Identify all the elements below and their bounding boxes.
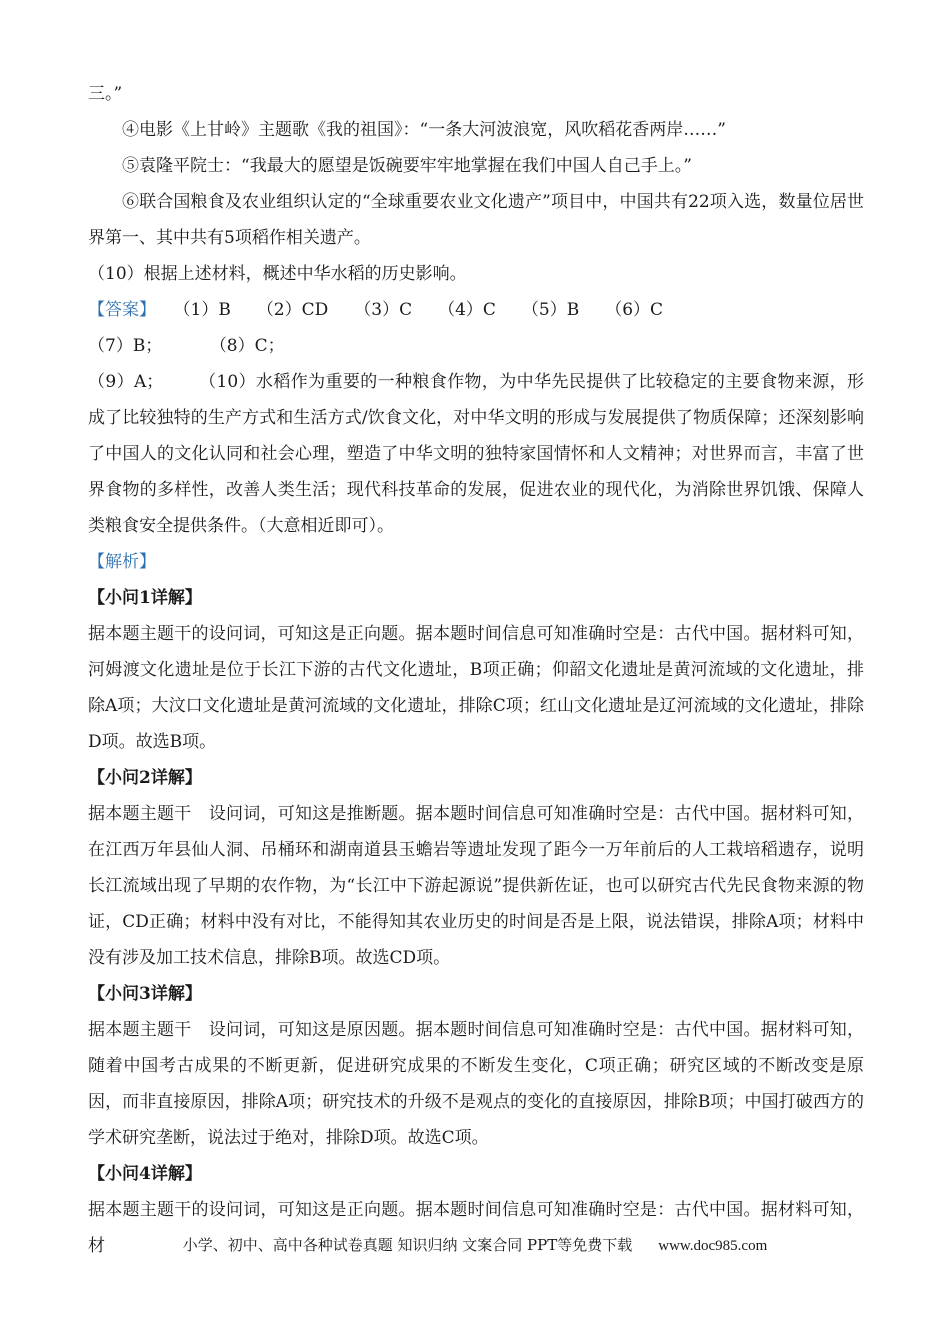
answer-row-2 [88, 328, 864, 364]
answer-item-9: （9）A； [88, 372, 164, 392]
footer-url[interactable]: www.doc985.com [658, 1238, 768, 1254]
answer-item: （3）C [354, 300, 413, 320]
answer-item: （8）C； [218, 336, 285, 356]
answer-item: （2）CD [256, 300, 329, 320]
material-item-6: ⑥联合国粮食及农业组织认定的“全球重要农业文化遗产”项目中，中国共有22项入选，数量位居世界第一、其中共有5项稻作相关遗产。 [88, 192, 864, 248]
answer-label: 【答案】 [88, 300, 156, 320]
analysis-label: 【解析】 [88, 552, 156, 572]
answer-item: （5）B [521, 300, 580, 320]
answer-row-1 [88, 292, 864, 328]
material-item-4: ④电影《上甘岭》主题歌《我的祖国》：“一条大河波浪宽，风吹稻花香两岸……” [122, 120, 726, 140]
page-content [88, 76, 864, 1264]
answer-item: （7）B； [88, 336, 163, 356]
section-title-1: 【小问1详解】 [88, 588, 202, 608]
section-title-2: 【小问2详解】 [88, 768, 202, 788]
material-item-5: ⑤袁隆平院士：“我最大的愿望是饭碗要牢牢地掌握在我们中国人自己手上。” [122, 156, 692, 176]
section-text-2: 据本题主题干 设问词，可知这是推断题。据本题时间信息可知准确时空是：古代中国。据材料可知，在江西万年县仙人洞、吊桶环和湖南道县玉蟾岩等遗址发现了距今一万年前后的人工栽培稻遗存，说明长江流域出现了早期的农作物，为“长江中下游起源说”提供新佐证，也可以研究古代先民食物来源的物证，CD正确；材料中没有对比，不能得知其农业历史的时间是否是上限，说法错误，排除A项；材料中没有涉及加工技术信息，排除B项。故选CD项。 [88, 804, 864, 968]
answer-item: （6）C [605, 300, 664, 320]
section-text-4: 据本题主题干的设问词，可知这是正向题。据本题时间信息可知准确时空是：古代中国。据材料可知，材 [88, 1200, 864, 1256]
answer-item: （4）C [438, 300, 496, 320]
answer-row-3 [88, 364, 864, 544]
page-footer [0, 1234, 950, 1255]
question-10: （10）根据上述材料，概述中华水稻的历史影响。 [88, 264, 467, 284]
footer-text: 小学、初中、高中各种试卷真题 知识归纳 文案合同 PPT等免费下载 [182, 1236, 633, 1254]
section-title-4: 【小问4详解】 [88, 1164, 202, 1184]
material-continuation: 三。” [88, 84, 123, 104]
section-text-3: 据本题主题干 设问词，可知这是原因题。据本题时间信息可知准确时空是：古代中国。据材料可知，随着中国考古成果的不断更新，促进研究成果的不断发生变化，C项正确；研究区域的不断改变是原因，而非直接原因，排除A项；研究技术的升级不是观点的变化的直接原因，排除B项；中国打破西方的学术研究垄断，说法过于绝对，排除D项。故选C项。 [88, 1020, 864, 1148]
section-title-3: 【小问3详解】 [88, 984, 202, 1004]
section-text-1: 据本题主题干的设问词，可知这是正向题。据本题时间信息可知准确时空是：古代中国。据材料可知，河姆渡文化遗址是位于长江下游的古代文化遗址，B项正确；仰韶文化遗址是黄河流域的文化遗址，排除A项；大汶口文化遗址是黄河流域的文化遗址，排除C项；红山文化遗址是辽河流域的文化遗址，排除D项。故选B项。 [88, 624, 864, 752]
answer-item: （1）B [182, 300, 231, 320]
answer-item-10: （10）水稻作为重要的一种粮食作物，为中华先民提供了比较稳定的主要食物来源，形成了比较独特的生产方式和生活方式/饮食文化，对中华文明的形成与发展提供了物质保障；还深刻影响了中国人的文化认同和社会心理，塑造了中华文明的独特家国情怀和人文精神；对世界而言，丰富了世界食物的多样性，改善人类生活；现代科技革命的发展，促进农业的现代化，为消除世界饥饿、保障人类粮食安全提供条件。（大意相近即可）。 [88, 372, 864, 536]
